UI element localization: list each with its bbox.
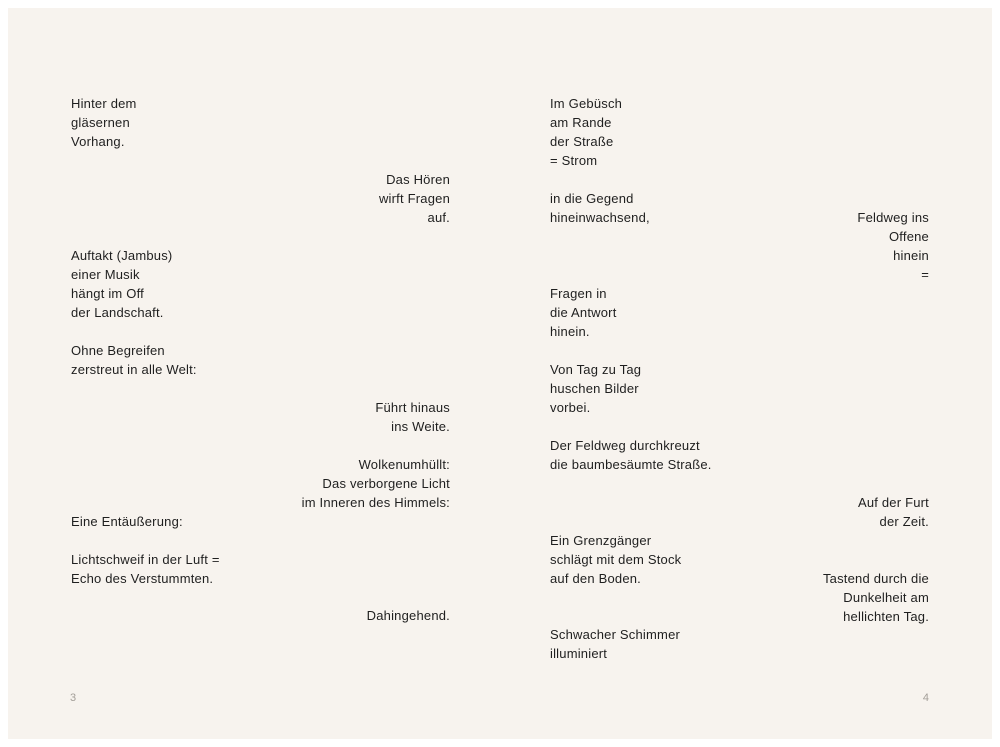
poem-line: die Antwort (550, 305, 617, 320)
poem-line: Schwacher Schimmer (550, 627, 681, 642)
poem-line: gläsernen (71, 115, 130, 130)
poem-line: Lichtschweif in der Luft = (71, 552, 220, 567)
poem-line: Dunkelheit am (843, 590, 929, 605)
poem-line: Echo des Verstummten. (71, 571, 214, 586)
poem-line: Das Hören (386, 172, 450, 187)
poem-line: Wolkenumhüllt: (358, 457, 450, 472)
poem-line: auf den Boden. (550, 571, 641, 586)
poem-line: einer Musik (71, 267, 140, 282)
poem-line: = Strom (550, 153, 598, 168)
poem-line: im Inneren des Himmels: (301, 495, 450, 510)
poem-line: am Rande (550, 115, 612, 130)
poem-line: Dahingehend. (366, 608, 450, 623)
poem-line: Das verborgene Licht (322, 476, 450, 491)
poem-line: Auf der Furt (857, 495, 929, 510)
poem-line: Ohne Begreifen (71, 343, 165, 358)
poem-line: zerstreut in alle Welt: (71, 362, 197, 377)
poem-line: der Straße (550, 134, 614, 149)
poem-line: die baumbesäumte Straße. (550, 457, 712, 472)
poem-line: ins Weite. (391, 419, 450, 434)
poem-line: hineinwachsend, (550, 210, 650, 225)
page-number: 4 (922, 692, 929, 704)
poem-line: wirft Fragen (378, 191, 450, 206)
poem-line: Vorhang. (71, 134, 125, 149)
poem-line: Fragen in (550, 286, 607, 301)
poem-line: hängt im Off (71, 286, 144, 301)
poem-line: Offene (889, 229, 929, 244)
poem-line: hinein. (550, 324, 590, 339)
poem-line: Auftakt (Jambus) (71, 248, 173, 263)
poem-line: Feldweg ins (857, 210, 929, 225)
poem-line: Eine Entäußerung: (71, 514, 183, 529)
poem-line: Im Gebüsch (550, 96, 623, 111)
poem-line: Der Feldweg durchkreuzt (550, 438, 700, 453)
poem-line: = (921, 267, 929, 282)
poem-line: Hinter dem (71, 96, 137, 111)
page-number: 3 (70, 692, 77, 704)
poem-line: schlägt mit dem Stock (550, 552, 682, 567)
poem-line: in die Gegend (550, 191, 634, 206)
poem-line: illuminiert (550, 646, 608, 661)
poem-line: Ein Grenzgänger (550, 533, 652, 548)
poem-line: Führt hinaus (375, 400, 450, 415)
poem-line: Von Tag zu Tag (550, 362, 642, 377)
poem-line: hinein (893, 248, 929, 263)
book-spread (8, 8, 992, 739)
poem-line: hellichten Tag. (843, 609, 929, 624)
poem-line: vorbei. (550, 400, 591, 415)
poem-line: huschen Bilder (550, 381, 639, 396)
poem-line: der Zeit. (879, 514, 929, 529)
poem-line: der Landschaft. (71, 305, 164, 320)
poem-line: auf. (427, 210, 450, 225)
poem-line: Tastend durch die (822, 571, 929, 586)
